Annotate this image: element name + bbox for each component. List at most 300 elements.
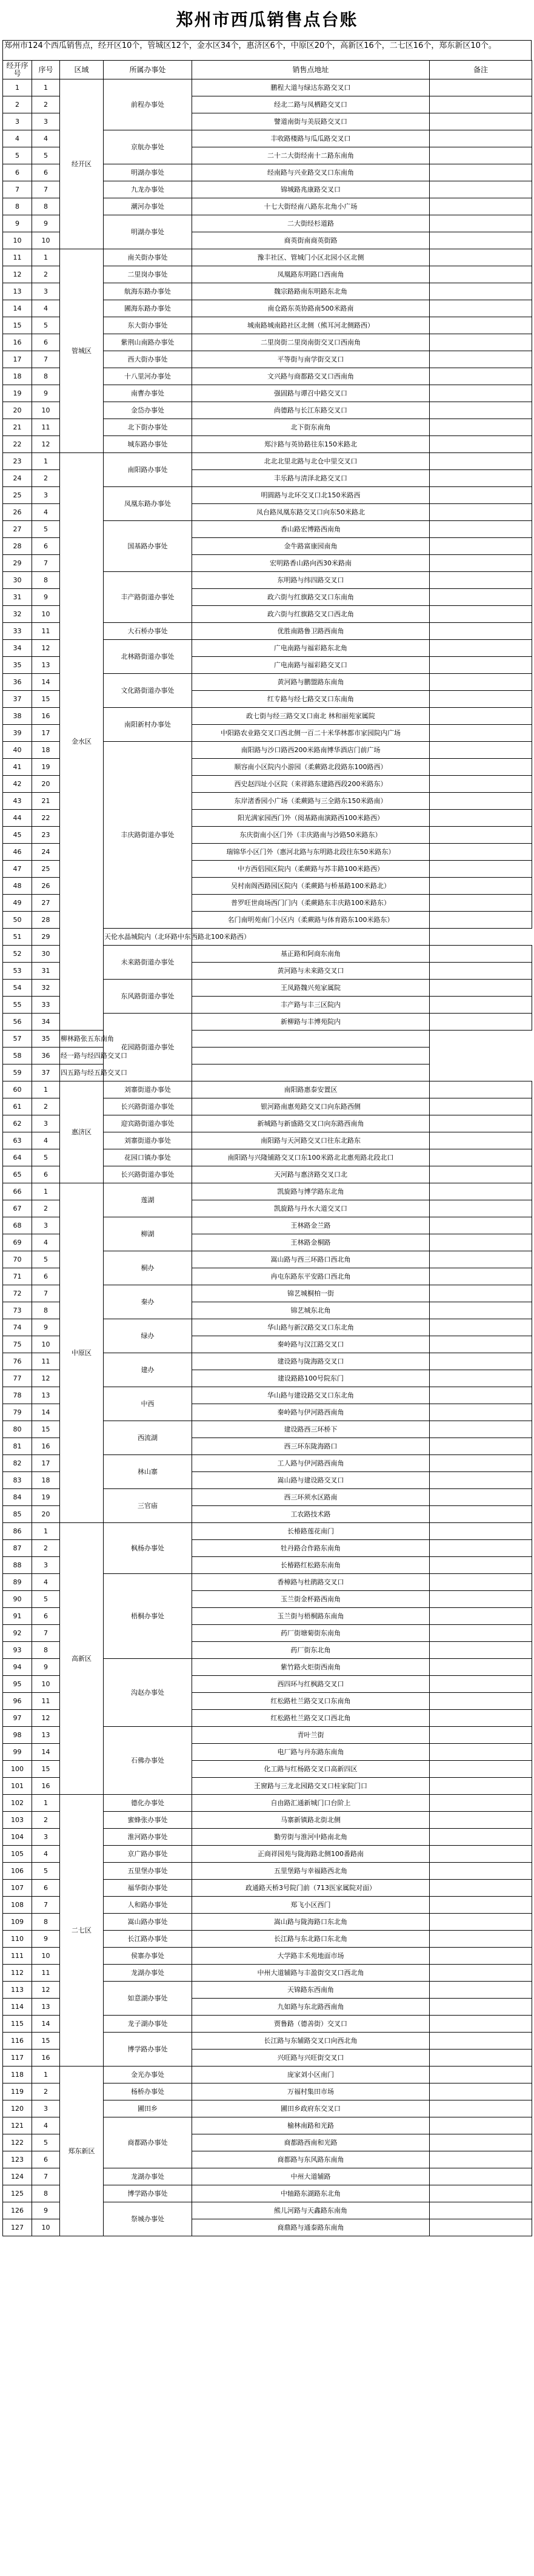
address-cell: 自由路汇通新城门口台阶上 — [192, 1795, 430, 1812]
table-row — [3, 1183, 532, 1200]
address-cell: 王窗路与三龙北园路交叉口桂家院门口 — [192, 1778, 430, 1795]
remark-cell — [430, 1863, 532, 1880]
address-cell: 锦艺城桐柏一街 — [192, 1285, 430, 1302]
row-number: 116 — [3, 2033, 32, 2050]
district-sequence: 30 — [32, 946, 60, 963]
district-sequence: 6 — [32, 1166, 60, 1183]
remark-cell — [430, 963, 532, 980]
remark-cell — [430, 1761, 532, 1778]
address-cell: 商英街南商英街路 — [192, 232, 430, 249]
district-sequence: 9 — [32, 589, 60, 606]
remark-cell — [430, 1880, 532, 1897]
address-cell: 大学路丰禾苑地面市场 — [192, 1948, 430, 1965]
address-cell: 新城路与新盛路交叉口向东路西南角 — [192, 1115, 430, 1132]
address-cell: 南阳路与天河路交叉口往东北路东 — [192, 1132, 430, 1149]
remark-cell — [430, 1234, 532, 1251]
row-number: 11 — [3, 249, 32, 266]
address-cell: 化工路与红杨路交叉口高新四区 — [192, 1761, 430, 1778]
address-cell: 城南路城南路社区北侧（熊耳河北侧路西） — [192, 317, 430, 334]
district-sequence: 3 — [32, 1829, 60, 1846]
office-cell: 城东路办事处 — [104, 436, 192, 453]
column-header: 序号 — [32, 61, 60, 79]
address-cell: 明圆路与北环交叉口北150米路西 — [192, 487, 430, 504]
district-sequence: 27 — [32, 895, 60, 912]
remark-cell — [430, 861, 532, 878]
address-cell: 玉兰街与梧桐路东南角 — [192, 1608, 430, 1625]
document — [2, 0, 532, 2236]
table-row — [3, 1081, 532, 1098]
address-cell: 吴村南阁西路园区院内（柔蕨路与桥基路100米路北） — [192, 878, 430, 895]
office-cell: 长江路办事处 — [104, 1931, 192, 1948]
remark-cell — [430, 1829, 532, 1846]
district-sequence: 18 — [32, 742, 60, 759]
district-sequence: 1 — [32, 1183, 60, 1200]
district-sequence: 10 — [32, 606, 60, 623]
remark-cell — [430, 1353, 532, 1370]
row-number: 45 — [3, 827, 32, 844]
district-sequence: 22 — [32, 810, 60, 827]
district-sequence: 15 — [32, 1761, 60, 1778]
district-sequence: 15 — [32, 691, 60, 708]
office-cell: 前程办事处 — [104, 79, 192, 130]
address-cell: 王林路金桐路 — [192, 1234, 430, 1251]
district-sequence: 5 — [32, 521, 60, 538]
district-sequence: 6 — [32, 1880, 60, 1897]
remark-cell — [430, 1795, 532, 1812]
remark-cell — [430, 1081, 532, 1098]
address-cell: 黄河路与鹏盟路东南角 — [192, 674, 430, 691]
row-number: 50 — [3, 912, 32, 929]
row-number: 75 — [3, 1336, 32, 1353]
remark-cell — [430, 657, 532, 674]
row-number: 20 — [3, 402, 32, 419]
office-cell: 商都路办事处 — [104, 2117, 192, 2168]
district-sequence: 5 — [32, 2134, 60, 2151]
remark-cell — [430, 402, 532, 419]
table-row — [3, 1795, 532, 1812]
address-cell: 兴旺路与兴旺街交叉口 — [192, 2050, 430, 2067]
region-cell: 高新区 — [60, 1523, 104, 1795]
row-number: 106 — [3, 1863, 32, 1880]
row-number: 84 — [3, 1489, 32, 1506]
office-cell: 林山寨 — [104, 1455, 192, 1489]
remark-cell — [430, 2134, 532, 2151]
office-cell: 北林路街道办事处 — [104, 640, 192, 674]
address-cell: 正商祥园苑与陇海路北侧100番路南 — [192, 1846, 430, 1863]
region-cell: 管城区 — [60, 249, 104, 453]
row-number: 29 — [3, 555, 32, 572]
district-sequence: 21 — [32, 793, 60, 810]
office-cell: 绿办 — [104, 1319, 192, 1353]
remark-cell — [430, 198, 532, 215]
address-cell: 马寨新镇路北街北侧 — [192, 1812, 430, 1829]
remark-cell — [430, 1166, 532, 1183]
address-cell: 天伦水晶城院内（北环路中东西路北100米路西） — [104, 929, 192, 946]
district-sequence: 12 — [32, 436, 60, 453]
address-cell: 南阳路与沙口路西200米路南博华酒店门前广场 — [192, 742, 430, 759]
office-cell: 金光办事处 — [104, 2067, 192, 2083]
remark-cell — [430, 436, 532, 453]
row-number: 122 — [3, 2134, 32, 2151]
district-sequence: 25 — [32, 861, 60, 878]
row-number: 60 — [3, 1081, 32, 1098]
address-cell: 丰产路与丰三区院内 — [192, 997, 430, 1014]
address-cell: 十七大街经南八路东北角小广场 — [192, 198, 430, 215]
row-number: 67 — [3, 1200, 32, 1217]
row-number: 123 — [3, 2151, 32, 2168]
district-sequence: 1 — [32, 79, 60, 96]
row-number: 92 — [3, 1625, 32, 1642]
region-cell: 经开区 — [60, 79, 104, 249]
remark-cell — [430, 1421, 532, 1438]
address-cell: 南阳路与兴隆铺路交叉口东100米路北北惠苑路北段北口 — [192, 1149, 430, 1166]
remark-cell — [430, 1302, 532, 1319]
district-sequence: 2 — [32, 1812, 60, 1829]
district-sequence: 16 — [32, 1438, 60, 1455]
address-cell: 锦城路兆康路交叉口 — [192, 181, 430, 198]
row-number: 118 — [3, 2067, 32, 2083]
office-cell: 潮河办事处 — [104, 198, 192, 215]
remark-cell — [430, 1523, 532, 1540]
district-sequence: 6 — [32, 1268, 60, 1285]
row-number: 112 — [3, 1965, 32, 1982]
row-number: 98 — [3, 1727, 32, 1744]
remark-cell — [430, 997, 532, 1014]
district-sequence: 35 — [32, 1031, 60, 1048]
district-sequence: 16 — [32, 708, 60, 725]
row-number: 10 — [3, 232, 32, 249]
address-cell: 魏宗路路南东明路东北角 — [192, 283, 430, 300]
remark-cell — [430, 878, 532, 895]
remark-cell — [430, 674, 532, 691]
district-sequence: 11 — [32, 419, 60, 436]
remark-cell — [430, 1319, 532, 1336]
address-cell: 经一路与经四路交叉口 — [60, 1048, 104, 1064]
row-number: 117 — [3, 2050, 32, 2067]
district-sequence: 5 — [32, 1251, 60, 1268]
row-number: 93 — [3, 1642, 32, 1659]
address-cell: 秦岭路与汉江路交叉口 — [192, 1336, 430, 1353]
district-sequence: 7 — [32, 1625, 60, 1642]
address-cell: 譬道南街与美辰路交叉口 — [192, 113, 430, 130]
office-cell: 京航办事处 — [104, 130, 192, 164]
remark-cell — [430, 1914, 532, 1931]
row-number: 77 — [3, 1370, 32, 1387]
district-sequence: 7 — [32, 2168, 60, 2185]
district-sequence: 4 — [32, 2117, 60, 2134]
district-sequence: 3 — [32, 113, 60, 130]
remark-cell — [430, 249, 532, 266]
remark-cell — [430, 623, 532, 640]
district-sequence: 4 — [32, 1234, 60, 1251]
district-sequence: 20 — [32, 776, 60, 793]
district-sequence: 7 — [32, 181, 60, 198]
row-number: 22 — [3, 436, 32, 453]
district-sequence: 14 — [32, 674, 60, 691]
row-number: 101 — [3, 1778, 32, 1795]
column-header: 所属办事处 — [104, 61, 192, 79]
remark-cell — [430, 895, 532, 912]
address-cell: 庞家刘小区南门 — [192, 2067, 430, 2083]
office-cell: 北下街办事处 — [104, 419, 192, 436]
table-body — [3, 79, 532, 2236]
office-cell: 南阳路办事处 — [104, 453, 192, 487]
remark-cell — [430, 215, 532, 232]
remark-cell — [430, 946, 532, 963]
office-cell: 侯寨办事处 — [104, 1948, 192, 1965]
remark-cell — [430, 504, 532, 521]
row-number: 8 — [3, 198, 32, 215]
address-cell: 凯旋路与博学路东北角 — [192, 1183, 430, 1200]
district-sequence: 17 — [32, 725, 60, 742]
remark-cell — [430, 742, 532, 759]
row-number: 40 — [3, 742, 32, 759]
address-cell: 顺容南小区院内小游园（柔蕨路北段路东100路西） — [192, 759, 430, 776]
address-cell: 经南路与兴业路交叉口东南角 — [192, 164, 430, 181]
row-number: 18 — [3, 368, 32, 385]
office-cell: 如意湖办事处 — [104, 1982, 192, 2016]
address-cell: 黄河路与未来路交叉口 — [192, 963, 430, 980]
office-cell: 建办 — [104, 1353, 192, 1387]
region-cell: 金水区 — [60, 453, 104, 1031]
remark-cell — [430, 1540, 532, 1557]
row-number: 52 — [3, 946, 32, 963]
address-cell: 西史赵四址小区院（来祥路东建路西段200米路东） — [192, 776, 430, 793]
row-number: 41 — [3, 759, 32, 776]
address-cell: 长江路与东北路口东北角 — [192, 1931, 430, 1948]
remark-cell — [430, 2016, 532, 2033]
district-sequence: 1 — [32, 1523, 60, 1540]
remark-cell — [430, 2033, 532, 2050]
address-cell: 建设路路100号院东门 — [192, 1370, 430, 1387]
office-cell: 花园路街道办事处 — [104, 1014, 192, 1081]
row-number: 15 — [3, 317, 32, 334]
row-number: 34 — [3, 640, 32, 657]
address-cell: 中州大道辅路 — [192, 2168, 430, 2185]
remark-cell — [430, 1999, 532, 2016]
district-sequence: 8 — [32, 1302, 60, 1319]
remark-cell — [430, 1710, 532, 1727]
district-sequence: 9 — [32, 1931, 60, 1948]
office-cell: 淮河路办事处 — [104, 1829, 192, 1846]
address-cell: 丰乐路与清泽北路交叉口 — [192, 470, 430, 487]
office-cell: 西流湖 — [104, 1421, 192, 1455]
district-sequence: 5 — [32, 1149, 60, 1166]
remark-cell — [430, 2168, 532, 2185]
remark-cell — [430, 232, 532, 249]
remark-cell — [430, 1948, 532, 1965]
row-number: 108 — [3, 1897, 32, 1914]
row-number: 79 — [3, 1404, 32, 1421]
district-sequence: 7 — [32, 555, 60, 572]
region-cell: 郑东新区 — [60, 2067, 104, 2236]
remark-cell — [430, 2117, 532, 2134]
remark-cell — [430, 1387, 532, 1404]
remark-cell — [430, 487, 532, 504]
row-number: 51 — [3, 929, 32, 946]
row-number: 37 — [3, 691, 32, 708]
address-cell: 电厂路与丹东路东南角 — [192, 1744, 430, 1761]
office-cell: 西大街办事处 — [104, 351, 192, 368]
address-cell: 北下街东南角 — [192, 419, 430, 436]
row-number: 43 — [3, 793, 32, 810]
district-sequence: 19 — [32, 759, 60, 776]
address-cell: 华山路与新汉路交叉口东北角 — [192, 1319, 430, 1336]
remark-cell — [430, 708, 532, 725]
row-number: 105 — [3, 1846, 32, 1863]
office-cell: 福华街办事处 — [104, 1880, 192, 1897]
address-cell: 天锦路东西南角 — [192, 1982, 430, 1999]
remark-cell — [430, 181, 532, 198]
row-number: 71 — [3, 1268, 32, 1285]
remark-cell — [430, 844, 532, 861]
row-number: 99 — [3, 1744, 32, 1761]
address-cell: 牡丹路合作路东南角 — [192, 1540, 430, 1557]
district-sequence: 29 — [32, 929, 60, 946]
remark-cell — [430, 759, 532, 776]
remark-cell — [430, 96, 532, 113]
remark-cell — [430, 1557, 532, 1574]
address-cell: 九如路与东北路西南角 — [192, 1999, 430, 2016]
row-number: 21 — [3, 419, 32, 436]
summary-note: 郑州市124个西瓜销售点，经开区10个，管城区12个，金水区34个，惠济区6个，中原区20个，高新区16个，二七区16个，郑东新区10个。 — [2, 40, 532, 60]
remark-cell — [430, 113, 532, 130]
remark-cell — [430, 2050, 532, 2067]
office-cell: 迎宾路街道办事处 — [104, 1115, 192, 1132]
district-sequence: 10 — [32, 1948, 60, 1965]
office-cell: 博学路办事处 — [104, 2033, 192, 2067]
row-number: 90 — [3, 1591, 32, 1608]
remark-cell — [430, 793, 532, 810]
district-sequence: 5 — [32, 1863, 60, 1880]
remark-cell — [430, 725, 532, 742]
district-sequence: 10 — [32, 1336, 60, 1353]
office-cell: 蜜蜂张办事处 — [104, 1812, 192, 1829]
district-sequence: 1 — [32, 1081, 60, 1098]
remark-cell — [430, 1676, 532, 1693]
row-number: 19 — [3, 385, 32, 402]
address-cell: 宏明路香山路向西30米路南 — [192, 555, 430, 572]
address-cell: 圃田乡政府东交叉口 — [192, 2100, 430, 2117]
district-sequence: 7 — [32, 1285, 60, 1302]
district-sequence: 4 — [32, 1574, 60, 1591]
row-number: 64 — [3, 1149, 32, 1166]
address-cell: 长椿路红松路东南角 — [192, 1557, 430, 1574]
district-sequence: 12 — [32, 1370, 60, 1387]
address-cell: 平等街与南学街交叉口 — [192, 351, 430, 368]
district-sequence: 8 — [32, 2185, 60, 2202]
office-cell: 祭城办事处 — [104, 2202, 192, 2236]
row-number: 48 — [3, 878, 32, 895]
row-number: 103 — [3, 1812, 32, 1829]
row-number: 85 — [3, 1506, 32, 1523]
row-number: 94 — [3, 1659, 32, 1676]
address-cell: 优胜南路鲁卫路西南角 — [192, 623, 430, 640]
address-cell: 新柳路与丰博苑院内 — [192, 1014, 430, 1031]
address-cell: 五里堡路与幸福路西北角 — [192, 1863, 430, 1880]
row-number: 57 — [3, 1031, 32, 1048]
row-number: 12 — [3, 266, 32, 283]
office-cell: 长兴路街道办事处 — [104, 1098, 192, 1115]
district-sequence: 4 — [32, 1846, 60, 1863]
address-cell: 玉兰街金杯路西南角 — [192, 1591, 430, 1608]
district-sequence: 6 — [32, 538, 60, 555]
address-cell: 东岸渚香园小广场（柔蕨路与三全路东150米路南） — [192, 793, 430, 810]
remark-cell — [430, 2151, 532, 2168]
district-sequence: 9 — [32, 215, 60, 232]
office-cell: 龙子湖办事处 — [104, 2016, 192, 2033]
row-number: 73 — [3, 1302, 32, 1319]
office-cell: 二里岗办事处 — [104, 266, 192, 283]
row-number: 70 — [3, 1251, 32, 1268]
office-cell: 明湖办事处 — [104, 164, 192, 181]
remark-cell — [430, 572, 532, 589]
row-number: 61 — [3, 1098, 32, 1115]
office-cell: 南关街办事处 — [104, 249, 192, 266]
row-number: 27 — [3, 521, 32, 538]
remark-cell — [430, 1132, 532, 1149]
table-row — [3, 1523, 532, 1540]
row-number: 78 — [3, 1387, 32, 1404]
district-sequence: 9 — [32, 1319, 60, 1336]
district-sequence: 15 — [32, 2033, 60, 2050]
office-cell: 丰庆路街道办事处 — [104, 742, 192, 929]
row-number: 58 — [3, 1048, 32, 1064]
district-sequence: 13 — [32, 1387, 60, 1404]
remark-cell — [430, 266, 532, 283]
remark-cell — [430, 1336, 532, 1353]
row-number: 7 — [3, 181, 32, 198]
remark-cell — [430, 1455, 532, 1472]
row-number: 125 — [3, 2185, 32, 2202]
district-sequence: 14 — [32, 1744, 60, 1761]
remark-cell — [430, 1727, 532, 1744]
district-sequence: 6 — [32, 164, 60, 181]
address-cell: 金牛路富康园南角 — [192, 538, 430, 555]
row-number: 39 — [3, 725, 32, 742]
address-cell: 经北二路与凤栖路交叉口 — [192, 96, 430, 113]
remark-cell — [430, 2219, 532, 2236]
remark-cell — [430, 1931, 532, 1948]
address-cell: 长椿路莲花南门 — [192, 1523, 430, 1540]
district-sequence: 10 — [32, 2219, 60, 2236]
district-sequence: 6 — [32, 2151, 60, 2168]
row-number: 36 — [3, 674, 32, 691]
row-number: 62 — [3, 1115, 32, 1132]
office-cell: 航海东路办事处 — [104, 283, 192, 300]
row-number: 89 — [3, 1574, 32, 1591]
address-cell: 锦艺城东北角 — [192, 1302, 430, 1319]
office-cell: 大石桥办事处 — [104, 623, 192, 640]
address-cell: 名门南明苑南门小区内（柔蕨路与体育路东100米路东） — [192, 912, 430, 929]
address-cell: 香山路宏博路西南角 — [192, 521, 430, 538]
remark-cell — [430, 164, 532, 181]
district-sequence: 8 — [32, 368, 60, 385]
district-sequence: 20 — [32, 1506, 60, 1523]
address-cell: 冉屯东路东平安路口西北角 — [192, 1268, 430, 1285]
row-number: 81 — [3, 1438, 32, 1455]
remark-cell — [430, 283, 532, 300]
remark-cell — [430, 1200, 532, 1217]
office-cell: 沟赵办事处 — [104, 1659, 192, 1727]
district-sequence: 9 — [32, 385, 60, 402]
remark-cell — [430, 980, 532, 997]
remark-cell — [430, 776, 532, 793]
address-cell: 西三环东陇海路口 — [192, 1438, 430, 1455]
remark-cell — [430, 521, 532, 538]
remark-cell — [430, 1591, 532, 1608]
row-number: 25 — [3, 487, 32, 504]
